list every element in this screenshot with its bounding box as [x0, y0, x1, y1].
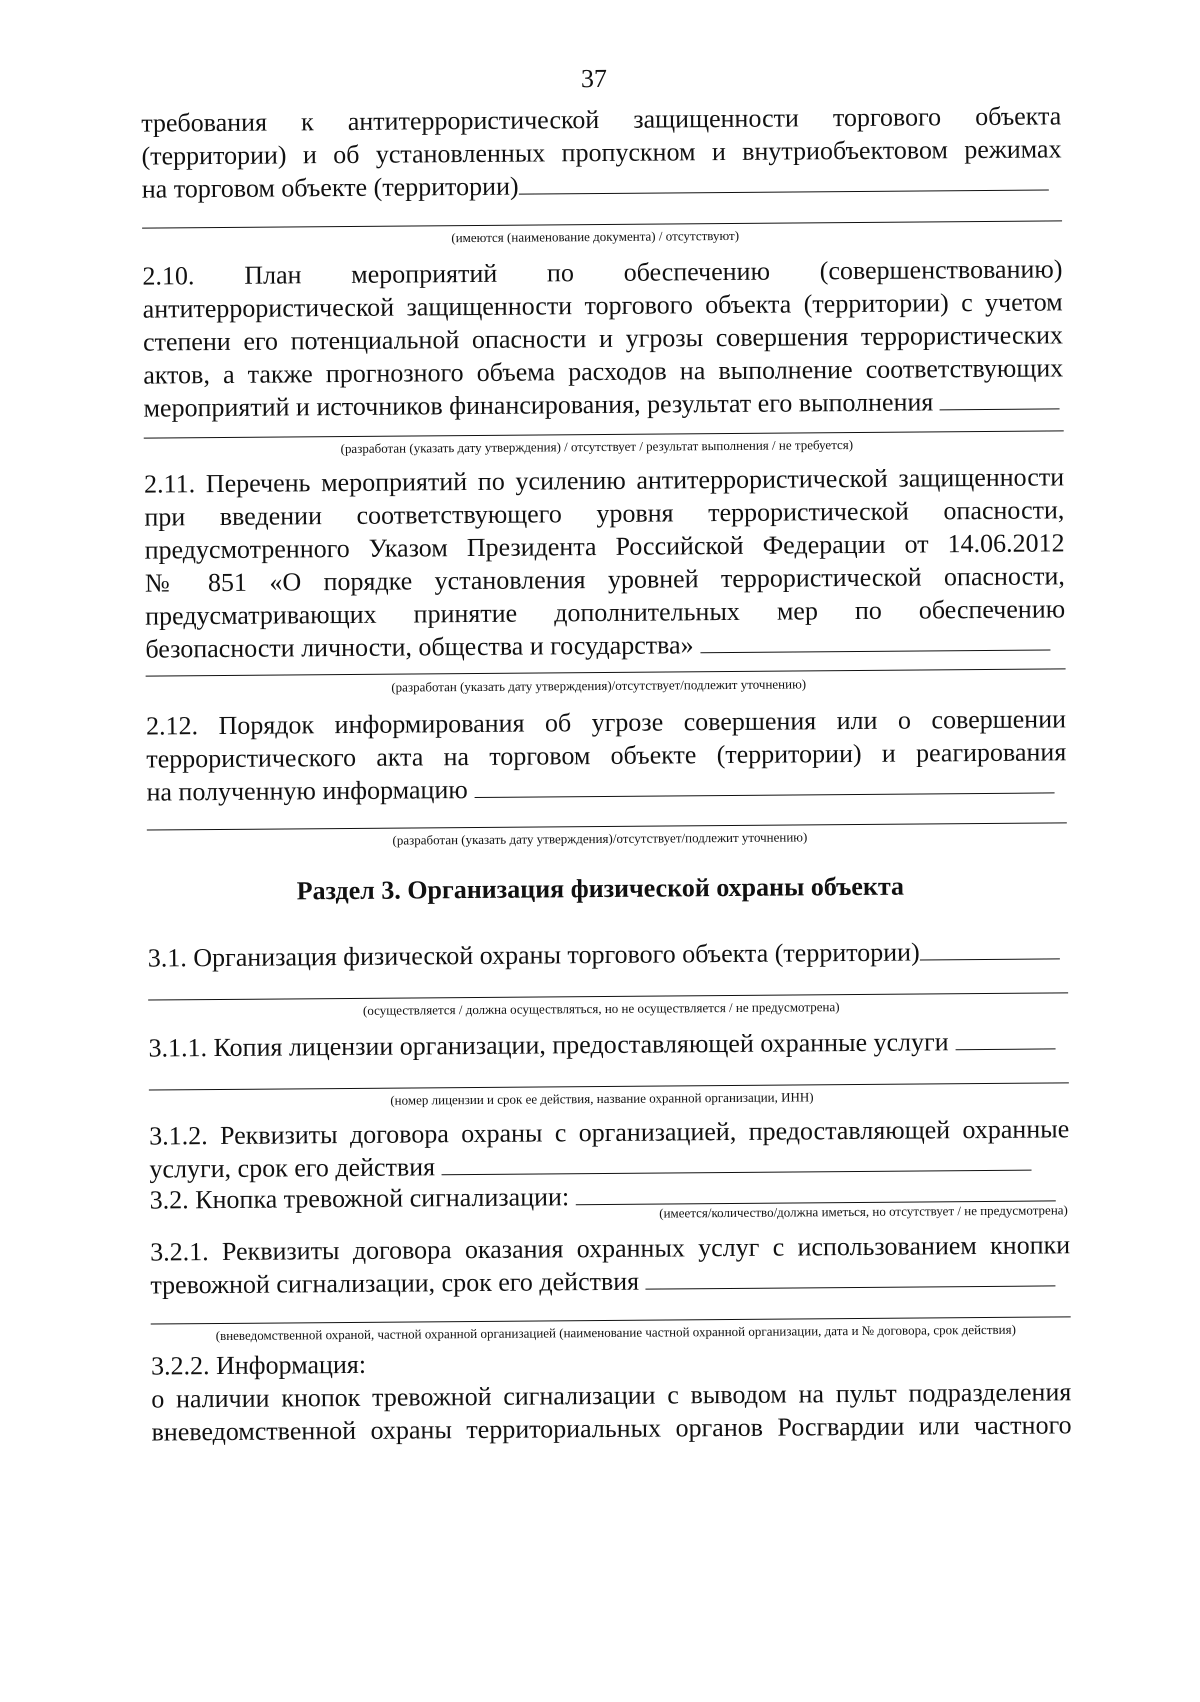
item-3-1 [148, 934, 1068, 974]
item-3-2-2-line-2: вневедомственной охраны территориальных органов Росгвардии или частного [151, 1410, 1072, 1447]
item-3-2-2-line-1: о наличии кнопок тревожной сигнализации с выводом на пульт подразделения [151, 1377, 1072, 1414]
item-3-2-1-line-1: 3.2.1. Реквизиты договора оказания охранных услуг с использованием кнопки [150, 1230, 1071, 1267]
caption-intro: (имеются (наименование документа) / отсутствуют) [451, 227, 740, 246]
fill-line[interactable] [474, 791, 1054, 798]
caption-3-2-1: (вневедомственной охраной, частной охранной организацией (наименование частной охранной организации, дата и № договора, срок действия) [215, 1321, 1016, 1344]
item-2-12 [146, 702, 1067, 808]
caption-2-11: (разработан (указать дату утверждения)/отсутствует/подлежит уточнению) [391, 676, 807, 695]
item-2-10-line: 2.10. План мероприятий по обеспечению (совершенствованию) [142, 254, 1063, 291]
item-3-2-1-line-2 [150, 1261, 1070, 1301]
item-2-10-line: антитеррористической защищенности торгового объекта (территории) с учетом [142, 287, 1063, 324]
item-3-1-2 [149, 1112, 1069, 1185]
item-2-11-line: № 851 «О порядке установления уровней террористической опасности, [144, 561, 1065, 598]
fill-line[interactable] [519, 188, 1049, 194]
item-2-10-line-text: мероприятий и источников финансирования, результат его выполнения [143, 387, 934, 423]
caption-3-2: (имеется/количество/должна иметься, но отсутствует / не предусмотрена) [659, 1202, 1068, 1221]
item-3-1-line [148, 934, 1068, 974]
item-2-11-line: предусматривающих принятие дополнительных мер по обеспечению [145, 594, 1066, 631]
item-3-2-1-text: тревожной сигнализации, срок его действия [150, 1266, 640, 1300]
intro-line-3 [142, 165, 1062, 205]
item-2-11-line: при введении соответствующего уровня террористической опасности, [144, 495, 1065, 532]
item-3-2-1 [150, 1228, 1070, 1301]
item-2-10-line-last [143, 384, 1063, 424]
intro-paragraph [141, 99, 1062, 205]
item-2-12-line: 2.12. Порядок информирования об угрозе совершения или о совершении [145, 704, 1067, 741]
item-3-1-text: 3.1. Организация физической охраны торгового объекта (территории) [147, 937, 920, 973]
intro-line-3-text: на торговом объекте (территории) [141, 171, 519, 204]
item-3-1-1 [148, 1024, 1068, 1064]
fill-line[interactable] [955, 1047, 1055, 1050]
item-2-11-line-last [145, 625, 1065, 665]
fill-line[interactable] [700, 648, 1050, 653]
intro-line-1: требования к антитеррористической защищенности торгового объекта [141, 101, 1062, 138]
fill-line[interactable] [646, 1284, 1056, 1289]
item-2-11-line: предусмотренного Указом Президента Российской Федерации от 14.06.2012 [144, 528, 1065, 565]
item-2-10 [142, 252, 1063, 424]
item-2-12-line: террористического акта на торговом объекте (территории) и реагирования [146, 737, 1067, 774]
item-2-10-line: степени его потенциальной опасности и угрозы совершения террористических [142, 320, 1064, 357]
item-3-1-1-text: 3.1.1. Копия лицензии организации, предоставляющей охранные услуги [148, 1027, 949, 1063]
item-2-10-line: актов, а также прогнозного объема расходов на выполнение соответствующих [143, 353, 1064, 390]
item-2-12-line-last [146, 768, 1066, 808]
item-2-12-line-text: на полученную информацию [146, 775, 468, 807]
item-2-11 [144, 460, 1066, 665]
caption-3-1-1: (номер лицензии и срок ее действия, название охранной организации, ИНН) [390, 1089, 814, 1108]
fill-line[interactable] [940, 407, 1060, 410]
caption-2-12: (разработан (указать дату утверждения)/отсутствует/подлежит уточнению) [392, 829, 808, 848]
item-3-1-1-line [148, 1024, 1068, 1064]
item-3-1-2-line-1: 3.1.2. Реквизиты договора охраны с организацией, предоставляющей охранные [149, 1114, 1070, 1151]
item-3-2-2 [151, 1342, 1072, 1448]
item-3-1-2-text: услуги, срок его действия [149, 1152, 436, 1184]
item-3-2-2-title: 3.2.2. Информация: [150, 1349, 367, 1381]
caption-3-1: (осуществляется / должна осуществляться, но не осуществляется / не предусмотрена) [362, 999, 840, 1018]
item-3-2-text: 3.2. Кнопка тревожной сигнализации: [149, 1182, 570, 1215]
item-2-11-line: 2.11. Перечень мероприятий по усилению антитеррористической защищенности [143, 462, 1065, 499]
section-3-heading: Раздел 3. Организация физической охраны объекта [296, 871, 905, 906]
caption-2-10: (разработан (указать дату утверждения) / отсутствует / результат выполнения / не требуется) [340, 437, 854, 457]
item-2-11-line-text: безопасности личности, общества и государства» [145, 630, 694, 664]
fill-line[interactable] [920, 957, 1060, 960]
page-number: 37 [580, 63, 608, 94]
fill-line[interactable] [442, 1169, 1032, 1176]
intro-line-2: (территории) и об установленных пропускном и внутриобъектовом режимах [141, 134, 1062, 171]
